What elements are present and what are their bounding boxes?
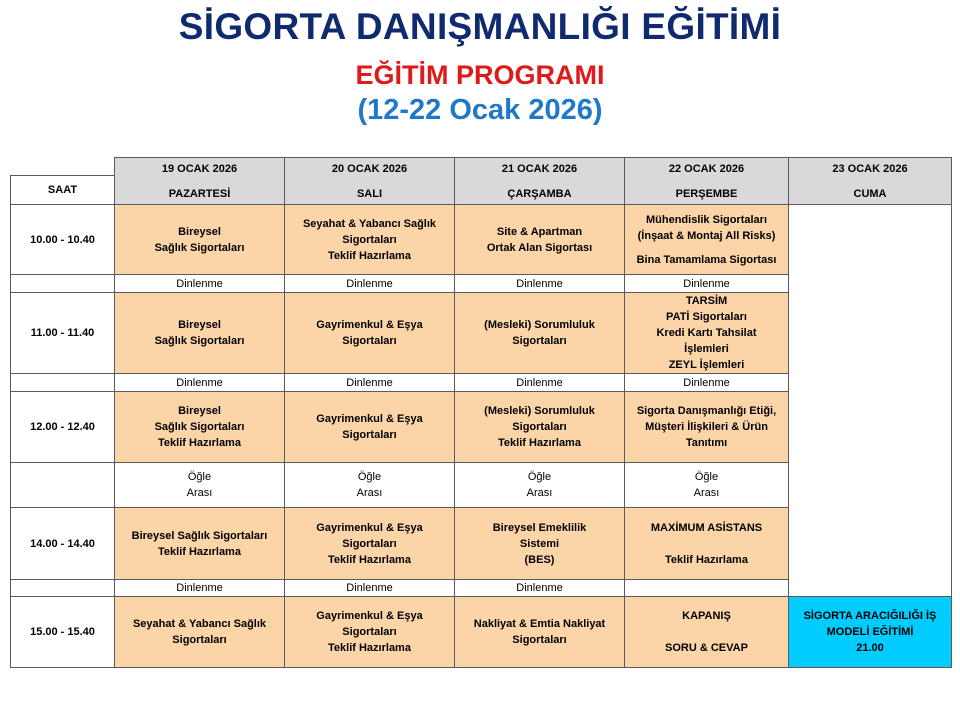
lesson-cell: [455, 293, 625, 374]
lesson-line: PATİ Sigortaları: [666, 311, 747, 323]
corner-blank: [11, 158, 115, 176]
lesson-line: (BES): [524, 553, 555, 566]
lunch-cell: [115, 463, 285, 508]
break-time-blank: [11, 275, 115, 293]
lunch-line: Öğle: [694, 471, 719, 483]
page-subtitle: EĞİTİM PROGRAMI: [355, 60, 605, 90]
lunch-line: Arası: [356, 487, 383, 499]
lunch-line: Arası: [526, 487, 553, 499]
day-header-wednesday: [455, 158, 625, 205]
lunch-line: Arası: [693, 487, 720, 499]
lesson-cell: [285, 508, 455, 580]
lunch-line: Arası: [186, 487, 213, 499]
day-date: 22 OCAK 2026: [668, 163, 745, 175]
lesson-cell: [625, 293, 789, 374]
break-time-blank: [11, 580, 115, 597]
time-slot: 14.00 - 14.40: [11, 508, 115, 580]
day-date: 20 OCAK 2026: [331, 163, 408, 175]
session-line: MODELİ EĞİTİMİ: [826, 626, 914, 638]
lesson-line: (Mesleki) Sorumluluk: [484, 319, 595, 331]
lesson-line: SORU & CEVAP: [665, 642, 748, 654]
break-cell: Dinlenme: [625, 374, 789, 392]
break-cell: Dinlenme: [285, 580, 455, 597]
lesson-line: Gayrimenkul & Eşya: [316, 413, 423, 425]
day-name: PERŞEMBE: [675, 188, 738, 200]
day-header-tuesday: [285, 158, 455, 205]
break-cell: Dinlenme: [115, 580, 285, 597]
break-cell: Dinlenme: [455, 580, 625, 597]
lesson-cell: [455, 508, 625, 580]
lesson-line: ZEYL İşlemleri: [668, 359, 745, 371]
lunch-cell: [625, 463, 789, 508]
lesson-line: Bireysel Sağlık Sigortaları: [131, 529, 268, 542]
lesson-cell: [625, 205, 789, 275]
break-cell: Dinlenme: [285, 374, 455, 392]
date-range: (12-22 Ocak 2026): [357, 94, 603, 126]
lesson-line: (İnşaat & Montaj All Risks): [637, 229, 776, 242]
day-header-thursday: [625, 158, 789, 205]
lesson-line: Nakliyat & Emtia Nakliyat: [473, 618, 606, 630]
lesson-line: Gayrimenkul & Eşya: [316, 319, 423, 331]
lesson-line: (Mesleki) Sorumluluk: [484, 405, 595, 417]
lesson-cell: [455, 205, 625, 275]
lesson-line: Teklif Hazırlama: [498, 437, 581, 449]
lesson-cell: [115, 392, 285, 463]
day-date: 21 OCAK 2026: [501, 163, 578, 175]
lesson-line: Teklif Hazırlama: [328, 553, 411, 566]
lesson-line: Tanıtımı: [685, 437, 728, 449]
lesson-line: Kredi Kartı Tahsilat: [656, 327, 757, 339]
day-header-friday: [789, 158, 952, 205]
lesson-line: Bireysel Emeklilik: [492, 521, 587, 534]
lesson-cell: [455, 597, 625, 668]
lesson-cell: [285, 597, 455, 668]
lesson-line: Sigortaları: [342, 335, 397, 347]
lesson-cell: [455, 392, 625, 463]
lunch-line: Öğle: [357, 471, 382, 483]
lesson-cell: [285, 392, 455, 463]
time-slot: 10.00 - 10.40: [11, 205, 115, 275]
lesson-line: Sigortaları: [512, 421, 567, 433]
lesson-line: Sigortaları: [342, 233, 397, 246]
break-cell: Dinlenme: [285, 275, 455, 293]
lesson-line: Sistemi: [519, 537, 560, 550]
lesson-cell: [115, 508, 285, 580]
day-name: ÇARŞAMBA: [507, 188, 572, 200]
empty-cell: [625, 580, 789, 597]
break-cell: Dinlenme: [115, 275, 285, 293]
lesson-line: Sigortaları: [342, 429, 397, 441]
lesson-cell: [625, 392, 789, 463]
lesson-line: Teklif Hazırlama: [328, 249, 411, 262]
time-slot: 12.00 - 12.40: [11, 392, 115, 463]
day-name: SALI: [356, 188, 383, 200]
lesson-line: Sigortaları: [512, 335, 567, 347]
session-line: SİGORTA ARACIĞILIĞI İŞ: [803, 610, 937, 622]
lesson-cell: [115, 597, 285, 668]
lesson-line: Sağlık Sigortaları: [154, 421, 245, 433]
lesson-line: Bireysel: [178, 405, 221, 417]
break-cell: Dinlenme: [455, 275, 625, 293]
lesson-line: Sigorta Danışmanlığı Etiği,: [636, 405, 777, 417]
lesson-line: Site & Apartman: [496, 225, 583, 238]
break-cell: Dinlenme: [115, 374, 285, 392]
lesson-line: Sağlık Sigortaları: [154, 335, 245, 347]
day-name: PAZARTESİ: [168, 188, 231, 200]
lunch-cell: [455, 463, 625, 508]
break-time-blank: [11, 374, 115, 392]
lesson-line: Mühendislik Sigortaları: [645, 213, 768, 226]
day-date: 19 OCAK 2026: [161, 163, 238, 175]
page-title: SİGORTA DANIŞMANLIĞI EĞİTİMİ: [178, 6, 782, 47]
lesson-line: Bireysel: [178, 319, 221, 331]
day-name: CUMA: [853, 188, 887, 200]
time-slot: 15.00 - 15.40: [11, 597, 115, 668]
day-date: 23 OCAK 2026: [832, 163, 908, 175]
lunch-line: Öğle: [187, 471, 212, 483]
friday-session-cell: [789, 597, 952, 668]
saat-header: SAAT: [11, 176, 115, 205]
break-cell: Dinlenme: [455, 374, 625, 392]
lesson-line: Müşteri İlişkileri & Ürün: [645, 421, 768, 433]
lesson-cell: [285, 205, 455, 275]
lesson-line: MAXİMUM ASİSTANS: [650, 521, 763, 534]
lesson-line: Seyahat & Yabancı Sağlık: [302, 217, 437, 230]
lesson-line: Teklif Hazırlama: [158, 545, 241, 558]
lesson-line: Gayrimenkul & Eşya: [316, 610, 423, 622]
lesson-line: TARSİM: [685, 295, 728, 307]
lesson-cell: [625, 597, 789, 668]
lesson-line: Teklif Hazırlama: [158, 437, 241, 449]
lesson-line: Teklif Hazırlama: [665, 553, 748, 566]
day-header-monday: [115, 158, 285, 205]
lesson-line: Teklif Hazırlama: [328, 642, 411, 654]
lesson-line: Seyahat & Yabancı Sağlık: [132, 618, 267, 630]
schedule-table: [10, 157, 952, 668]
lesson-cell: [625, 508, 789, 580]
lesson-line: Ortak Alan Sigortası: [486, 241, 593, 254]
lesson-cell: [115, 205, 285, 275]
lesson-line: Sigortaları: [512, 634, 567, 646]
lesson-line: İşlemleri: [684, 343, 729, 355]
lesson-line: KAPANIŞ: [682, 610, 731, 622]
lesson-line: Sağlık Sigortaları: [154, 241, 245, 254]
lesson-line: Sigortaları: [342, 626, 397, 638]
lesson-line: Bina Tamamlama Sigortası: [636, 253, 777, 266]
lesson-cell: [115, 293, 285, 374]
session-line: 21.00: [856, 642, 884, 654]
lesson-line: Sigortaları: [342, 537, 397, 550]
break-cell: Dinlenme: [625, 275, 789, 293]
lunch-cell: [285, 463, 455, 508]
lunch-time-blank: [11, 463, 115, 508]
lesson-cell: [285, 293, 455, 374]
lunch-line: Öğle: [527, 471, 552, 483]
lesson-line: Bireysel: [178, 225, 221, 238]
time-slot: 11.00 - 11.40: [11, 293, 115, 374]
lesson-line: Gayrimenkul & Eşya: [316, 521, 423, 534]
lesson-line: Sigortaları: [172, 634, 227, 646]
friday-free-block: [789, 205, 952, 597]
